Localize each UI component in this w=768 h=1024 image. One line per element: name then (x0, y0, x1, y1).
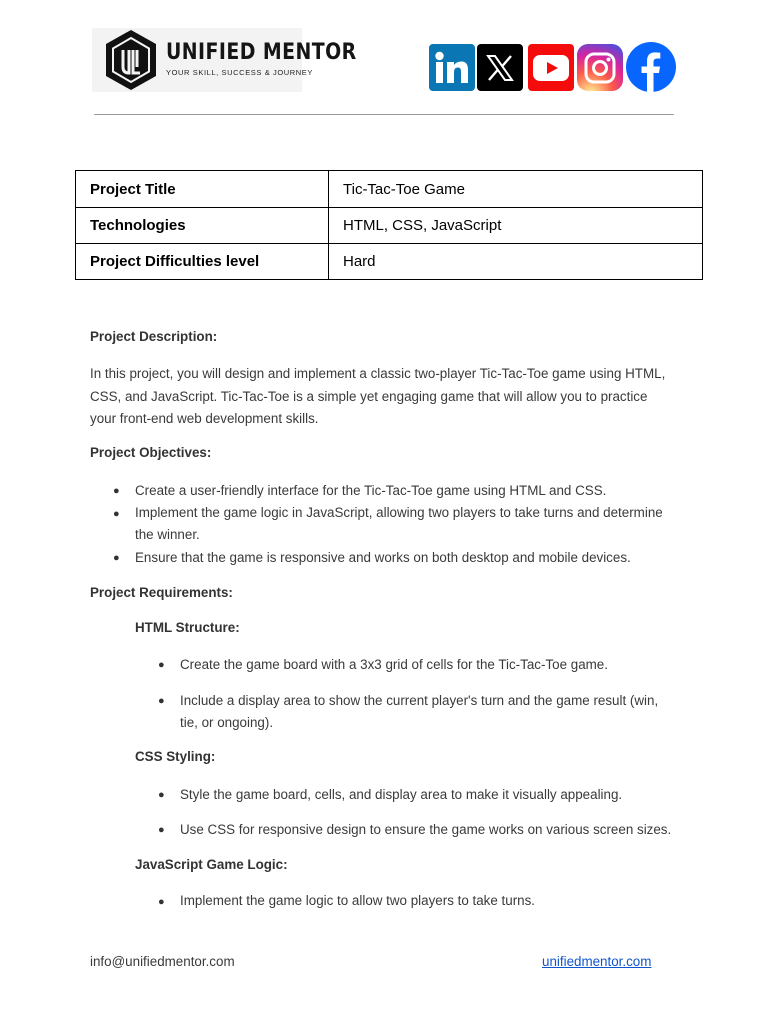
x-icon[interactable] (477, 44, 523, 91)
bullet: ● (158, 896, 165, 908)
list-item-text: Implement the game logic in JavaScript, allowing two players to take turns and determine (135, 505, 663, 520)
bullet: ● (158, 659, 165, 671)
bullet: ● (113, 552, 120, 564)
list-item-text: Ensure that the game is responsive and works on both desktop and mobile devices. (135, 550, 631, 565)
list-item-text: Use CSS for responsive design to ensure the game works on various screen sizes. (180, 822, 672, 837)
description-heading: Project Description: (90, 329, 218, 344)
list-item-text: Include a display area to show the current player's turn and the game result (win, (180, 693, 659, 708)
description-line: In this project, you will design and implement a classic two-player Tic-Tac-Toe game using HTML, (90, 366, 666, 381)
list-item-text: Create a user-friendly interface for the Tic-Tac-Toe game using HTML and CSS. (135, 483, 607, 498)
table-value-project-title: Tic-Tac-Toe Game (329, 171, 703, 208)
instagram-icon[interactable] (577, 44, 623, 91)
list-item-text: Style the game board, cells, and display area to make it visually appealing. (180, 787, 623, 802)
table-label-difficulty: Project Difficulties level (76, 244, 329, 280)
brand-logo (92, 28, 357, 92)
unified-mentor-logo-icon (104, 29, 158, 91)
bullet: ● (158, 789, 165, 801)
html-structure-heading: HTML Structure: (135, 620, 240, 635)
table-value-difficulty: Hard (329, 244, 703, 280)
list-item-text: Create the game board with a 3x3 grid of cells for the Tic-Tac-Toe game. (180, 657, 608, 672)
table-row (76, 244, 703, 280)
table-label-technologies: Technologies (76, 208, 329, 244)
bullet: ● (158, 824, 165, 836)
bullet: ● (113, 485, 120, 497)
table-label-project-title: Project Title (76, 171, 329, 208)
youtube-icon[interactable] (528, 44, 574, 91)
list-item-text: tie, or ongoing). (180, 715, 274, 730)
facebook-icon[interactable] (626, 42, 676, 92)
description-line: CSS, and JavaScript. Tic-Tac-Toe is a simple yet engaging game that will allow you to practice (90, 388, 648, 404)
table-value-technologies: HTML, CSS, JavaScript (329, 208, 703, 244)
css-styling-heading: CSS Styling: (135, 749, 216, 764)
header-divider (94, 114, 674, 115)
brand-name: UNIFIED MENTOR (166, 40, 357, 65)
requirements-heading: Project Requirements: (90, 585, 233, 600)
table-row (76, 208, 703, 244)
bullet: ● (113, 508, 120, 520)
footer-email[interactable]: info@unifiedmentor.com (90, 954, 235, 969)
project-info-table (75, 170, 703, 280)
list-item-text: Implement the game logic to allow two players to take turns. (180, 893, 536, 908)
objectives-heading: Project Objectives: (90, 445, 212, 460)
footer-website-link[interactable]: unifiedmentor.com (542, 954, 652, 969)
table-row (76, 171, 703, 208)
list-item-text: the winner. (135, 527, 200, 542)
js-logic-heading: JavaScript Game Logic: (135, 857, 288, 872)
bullet: ● (158, 695, 165, 707)
description-text (90, 363, 690, 431)
brand-tagline: YOUR SKILL, SUCCESS & JOURNEY (166, 68, 314, 77)
description-line: your front-end web development skills. (90, 411, 319, 426)
linkedin-icon[interactable] (429, 44, 475, 91)
